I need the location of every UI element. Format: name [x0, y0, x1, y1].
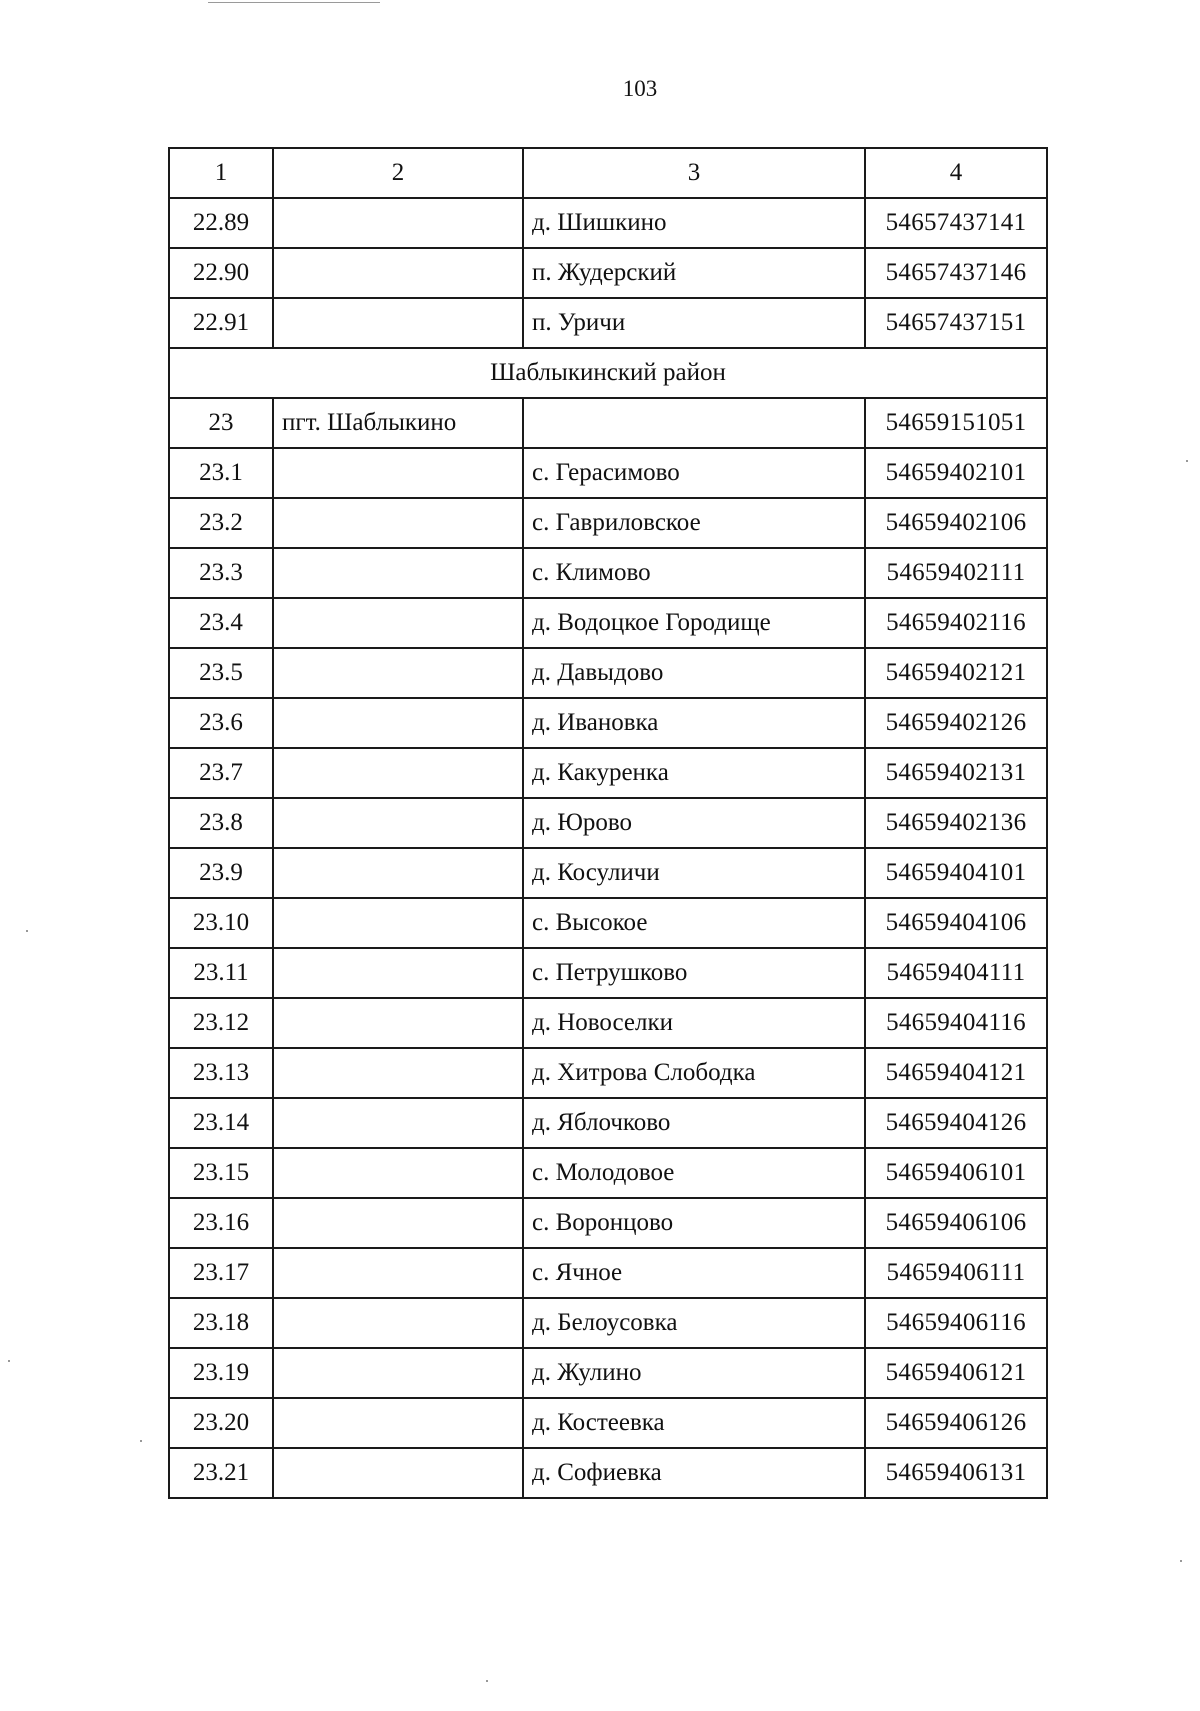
row-number-cell: 23.13: [169, 1048, 273, 1098]
settlement-name-cell: с. Герасимово: [523, 448, 865, 498]
table-row: [169, 298, 1047, 348]
oktmo-code-cell: 54659402131: [865, 748, 1047, 798]
table-row: [169, 898, 1047, 948]
table-row: [169, 198, 1047, 248]
table-row: [169, 748, 1047, 798]
settlement-type-cell: [273, 1448, 523, 1498]
settlement-type-cell: [273, 698, 523, 748]
scan-speck: [26, 930, 28, 932]
settlement-type-cell: [273, 1348, 523, 1398]
settlement-type-cell: [273, 648, 523, 698]
table-row: [169, 998, 1047, 1048]
row-number-cell: 23: [169, 398, 273, 448]
settlement-type-cell: [273, 1248, 523, 1298]
oktmo-code-cell: 54659404111: [865, 948, 1047, 998]
settlement-name-cell: с. Петрушково: [523, 948, 865, 998]
settlement-type-cell: [273, 1198, 523, 1248]
oktmo-code-cell: 54659406111: [865, 1248, 1047, 1298]
table-row: [169, 498, 1047, 548]
oktmo-code-cell: 54659406116: [865, 1298, 1047, 1348]
oktmo-code-cell: 54659402111: [865, 548, 1047, 598]
row-number-cell: 23.6: [169, 698, 273, 748]
oktmo-code-cell: 54659404101: [865, 848, 1047, 898]
table-row: [169, 398, 1047, 448]
scan-speck: [140, 1440, 142, 1442]
table-row: [169, 1398, 1047, 1448]
settlement-type-cell: [273, 998, 523, 1048]
table-row: [169, 1448, 1047, 1498]
district-row: [169, 348, 1047, 398]
settlement-name-cell: с. Ячное: [523, 1248, 865, 1298]
column-header-3: 3: [523, 148, 865, 198]
settlement-name-cell: д. Ивановка: [523, 698, 865, 748]
settlement-type-cell: [273, 798, 523, 848]
table-row: [169, 1298, 1047, 1348]
settlement-type-cell: [273, 748, 523, 798]
row-number-cell: 23.15: [169, 1148, 273, 1198]
row-number-cell: 23.9: [169, 848, 273, 898]
settlement-type-cell: [273, 1048, 523, 1098]
settlement-type-cell: [273, 848, 523, 898]
settlement-name-cell: с. Гавриловское: [523, 498, 865, 548]
scan-speck: [486, 1680, 488, 1682]
settlement-name-cell: п. Уричи: [523, 298, 865, 348]
settlement-name-cell: д. Какуренка: [523, 748, 865, 798]
settlement-name-cell: с. Молодовое: [523, 1148, 865, 1198]
table-row: [169, 548, 1047, 598]
oktmo-code-cell: 54659406106: [865, 1198, 1047, 1248]
oktmo-code-cell: 54659402121: [865, 648, 1047, 698]
oktmo-code-cell: 54659402126: [865, 698, 1047, 748]
scan-speck: [1180, 1560, 1182, 1562]
oktmo-code-cell: 54659404116: [865, 998, 1047, 1048]
row-number-cell: 23.16: [169, 1198, 273, 1248]
row-number-cell: 23.20: [169, 1398, 273, 1448]
settlement-name-cell: д. Косуличи: [523, 848, 865, 898]
table-row: [169, 1348, 1047, 1398]
settlement-type-cell: [273, 598, 523, 648]
oktmo-code-cell: 54657437146: [865, 248, 1047, 298]
row-number-cell: 22.89: [169, 198, 273, 248]
table-row: [169, 698, 1047, 748]
table-row: [169, 1198, 1047, 1248]
column-header-1: 1: [169, 148, 273, 198]
settlement-name-cell: д. Шишкино: [523, 198, 865, 248]
settlement-type-cell: [273, 498, 523, 548]
scan-artifact-line: [208, 2, 380, 3]
settlement-type-cell: [273, 1148, 523, 1198]
oktmo-code-cell: 54659404126: [865, 1098, 1047, 1148]
settlement-name-cell: д. Жулино: [523, 1348, 865, 1398]
table-row: [169, 848, 1047, 898]
settlement-type-cell: [273, 298, 523, 348]
settlement-type-cell: [273, 1098, 523, 1148]
table-row: [169, 1098, 1047, 1148]
settlement-name-cell: [523, 398, 865, 448]
settlement-name-cell: п. Жудерский: [523, 248, 865, 298]
oktmo-code-cell: 54659404121: [865, 1048, 1047, 1098]
table-row: [169, 1148, 1047, 1198]
settlement-type-cell: пгт. Шаблыкино: [273, 398, 523, 448]
settlements-table: [168, 147, 1048, 1499]
table-row: [169, 598, 1047, 648]
table-row: [169, 248, 1047, 298]
row-number-cell: 22.91: [169, 298, 273, 348]
row-number-cell: 23.21: [169, 1448, 273, 1498]
oktmo-code-cell: 54657437141: [865, 198, 1047, 248]
settlement-type-cell: [273, 948, 523, 998]
oktmo-code-cell: 54659406126: [865, 1398, 1047, 1448]
settlement-name-cell: с. Воронцово: [523, 1198, 865, 1248]
settlement-name-cell: д. Новоселки: [523, 998, 865, 1048]
settlement-type-cell: [273, 448, 523, 498]
settlement-type-cell: [273, 198, 523, 248]
oktmo-code-cell: 54659406131: [865, 1448, 1047, 1498]
oktmo-code-cell: 54659406101: [865, 1148, 1047, 1198]
oktmo-code-cell: 54657437151: [865, 298, 1047, 348]
settlement-name-cell: д. Хитрова Слободка: [523, 1048, 865, 1098]
oktmo-code-cell: 54659406121: [865, 1348, 1047, 1398]
settlement-name-cell: д. Юрово: [523, 798, 865, 848]
row-number-cell: 23.1: [169, 448, 273, 498]
table-row: [169, 1248, 1047, 1298]
row-number-cell: 23.10: [169, 898, 273, 948]
row-number-cell: 23.7: [169, 748, 273, 798]
oktmo-code-cell: 54659402116: [865, 598, 1047, 648]
settlement-name-cell: с. Высокое: [523, 898, 865, 948]
table-row: [169, 798, 1047, 848]
oktmo-code-cell: 54659404106: [865, 898, 1047, 948]
table-row: [169, 448, 1047, 498]
row-number-cell: 23.14: [169, 1098, 273, 1148]
settlement-name-cell: с. Климово: [523, 548, 865, 598]
table-row: [169, 648, 1047, 698]
settlement-name-cell: д. Давыдово: [523, 648, 865, 698]
oktmo-code-cell: 54659402101: [865, 448, 1047, 498]
row-number-cell: 23.18: [169, 1298, 273, 1348]
row-number-cell: 23.12: [169, 998, 273, 1048]
settlement-type-cell: [273, 898, 523, 948]
row-number-cell: 23.19: [169, 1348, 273, 1398]
row-number-cell: 23.3: [169, 548, 273, 598]
settlement-name-cell: д. Водоцкое Городище: [523, 598, 865, 648]
oktmo-code-cell: 54659402136: [865, 798, 1047, 848]
settlement-name-cell: д. Софиевка: [523, 1448, 865, 1498]
settlement-name-cell: д. Костеевка: [523, 1398, 865, 1448]
oktmo-code-cell: 54659402106: [865, 498, 1047, 548]
row-number-cell: 23.5: [169, 648, 273, 698]
row-number-cell: 23.11: [169, 948, 273, 998]
table-body: [169, 148, 1047, 1498]
settlement-type-cell: [273, 548, 523, 598]
scan-speck: [1186, 460, 1188, 462]
settlement-type-cell: [273, 1298, 523, 1348]
settlement-type-cell: [273, 248, 523, 298]
table-row: [169, 948, 1047, 998]
column-header-2: 2: [273, 148, 523, 198]
column-header-4: 4: [865, 148, 1047, 198]
table-header-row: [169, 148, 1047, 198]
row-number-cell: 23.17: [169, 1248, 273, 1298]
row-number-cell: 22.90: [169, 248, 273, 298]
oktmo-code-cell: 54659151051: [865, 398, 1047, 448]
scan-speck: [8, 1360, 10, 1362]
settlement-name-cell: д. Белоусовка: [523, 1298, 865, 1348]
row-number-cell: 23.8: [169, 798, 273, 848]
page-number: 103: [622, 76, 658, 101]
district-name: Шаблыкинский район: [169, 348, 1047, 398]
table-row: [169, 1048, 1047, 1098]
row-number-cell: 23.4: [169, 598, 273, 648]
settlement-type-cell: [273, 1398, 523, 1448]
settlement-name-cell: д. Яблочково: [523, 1098, 865, 1148]
row-number-cell: 23.2: [169, 498, 273, 548]
